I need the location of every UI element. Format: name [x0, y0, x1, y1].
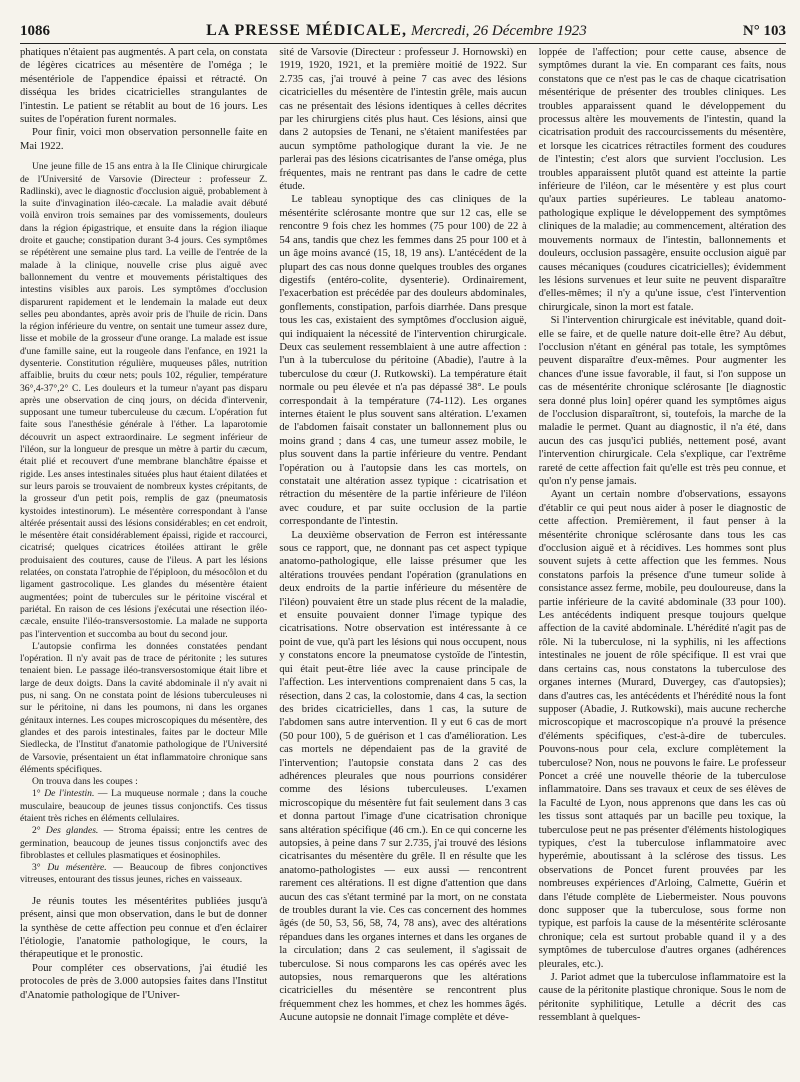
paragraph: phatiques n'étaient pas augmentés. A part cela, on constata de légères cicatrices au mésentère de l'oméga ; le mésentériole de l'appendice épaissi et rétracté. On disséqua les brides cicatricielles strangulantes de l'intestin. Le patient se rétablit au bout de 16 jours. Les suites de l'opération furent normales. [20, 47, 268, 126]
column-1 [20, 46, 267, 1078]
finding-term: Des glandes. [45, 825, 99, 837]
journal-masthead [206, 22, 587, 40]
paragraph: Je réunis toutes les mésentérites publiées jusqu'à présent, ainsi que mon observation, dans le but de donner la synthèse de cette affection peu connue et d'en éclairer l'étiologie, l'anatomie pathologique, le cours, la thérapeutique et le pronostic. [20, 895, 268, 961]
issue-number: N° 103 [742, 23, 786, 39]
text-columns [20, 46, 786, 1078]
finding-item [20, 825, 267, 862]
finding-text: — Stroma épaissi; entre les centres de germination, beaucoup de jeunes tissus conjonctifs avec des fibroblastes et cellules plasmatiques et éosinophiles. [20, 825, 268, 861]
paragraph: Le tableau synoptique des cas cliniques de la mésentérite sclérosante montre que sur 12 cas, elle se rencontre 9 fois chez les hommes (75 pour 100) de 22 à 54 ans, tandis que chez les femmes dans 25 pour 100 et à un âge moins avancé (15, 18, 19 ans). L'antécédent de la plupart des cas nous donne quelques troubles des organes digestifs (entéro-colite, dysenterie). Ordinairement, l'exacerbation est précédée par des douleurs abdominales, gonflements, constipation, parfois diarrhée. Dans presque tous les cas, existaient des symptômes d'occlusion aiguë, qui indiquaient la nécessité de l'intervention chirurgicale. Deux cas seulement ressemblaient à une autre affection : l'un à la tuberculose du péritoine (Abadie), l'autre à la tuberculose du cœur (J. Rutkowski). La température était normale ou peu élevée et n'a pas dépassé 38°. Le pouls correspondait à la température (74-112). Les organes internes étaient le plus souvent sans altération. L'examen de l'abdomen faisait constater un ballonnement plus ou moins grand ; dans 4 cas, une tumeur assez mobile, le plus souvent dans la partie inférieure du ventre. Pendant l'opération ou à l'autopsie dans les cas mortels, on constatait une altération assez typique : cicatrisation et rétraction du mésentère de la partie inférieure de l'iléon avec coudure, et par suite occlusion de la partie correspondante de l'intestin. [279, 194, 527, 528]
finding-number: 3° [32, 862, 41, 874]
observation-paragraph: On trouva dans les coupes : [32, 776, 138, 788]
finding-term: Du mésentère. [47, 862, 107, 874]
paragraph: Ayant un certain nombre d'observations, essayons d'établir ce qui peut nous aider à poser le diagnostic de cette affection. Premièrement, il faut penser à la mésentérite chronique sclérosante dans tous les cas d'occlusion aiguë et à récidives. Les hommes sont plus souvent sujets à cette affection que les femmes. Nous constatons parfois la présence d'une tumeur solide à consistance assez ferme, mobile, peu douloureuse, dans la partie inférieure de la cavité abdominale (33 pour 100). Les antécédents indiquent presque toujours quelque affection de la cavité abdominale. L'hérédité n'agit pas de rôle. Ni la tuberculose, ni la syphilis, ni les affections intestinales ne jouent de rôle spécifique. Il est vrai que dans certains cas, nous constatons la tuberculose des organes internes (Murard, Duvergey, cas d'autopsies); dans d'autres cas, les antécédents et l'hérédité nous la font supposer (Abadie, J. Rutkowski), mais aucune recherche microscopique et macroscopique n'a prouvé la présence d'éléments spécifiques, c'est-à-dire de tubercules. Pouvons-nous pour cela, exclure complètement la tuberculose? Non, nous ne pouvons le faire. Le professeur Poncet a créé une nouvelle théorie de la tuberculose inflammatoire. Dans ses travaux et ceux de ses élèves de la Faculté de Lyon, nous apprenons que dans les cas où les tissus sont attaqués par un bacille peu toxique, la tuberculose peut ne pas présenter d'éléments histologiques typiques, c'est la tuberculose inflammatoire avec hyperémie, aboutissant à la sclérose des tissus. Les observations de Poncet furent prouvées par les nombreuses expériences d'Arloing, Calmette, Guérin et dans l'étude complète de Liebermeister. Nous pouvons donc supposer que la tuberculose, sous forme non typique, est parfois la cause de la mésentérite sclérosante chronique; cela est surtout probable quand il y a des symptômes de tuberculose d'autres organes (adhérences pleurales, etc.). [538, 489, 786, 970]
finding-item [20, 788, 267, 825]
column-3 [539, 46, 786, 1078]
finding-item [20, 862, 267, 887]
journal-title: LA PRESSE MÉDICALE, [206, 22, 407, 39]
finding-text: — La muqueuse normale ; dans la couche musculaire, beaucoup de jeunes tissus conjonctifs. Ces tissus étaient très riches en éléments cellulaires. [20, 788, 268, 824]
finding-number: 1° [32, 788, 41, 800]
paragraph: La deuxième observation de Ferron est intéressante sous ce rapport, que, ne donnant pas cet aspect typique anatomo-pathologique, elle laisse présumer que les altérations trouvées pendant l'opération (granulations en deux endroits de la partie inférieure du mésentère de l'iléon) pouvaient être un stade plus récent de la maladie, et ensuite pouvaient donner l'image typique des cicatrisations. Notre observation est intéressante à ce point de vue, qu'à part les lésions qui nous occupent, nous y constatons encore la pneumatose cystoïde de l'intestin, qui était peut-être liée avec la cause principale de l'affection. Les interventions comprenaient dans 5 cas, la résection, dans 2 cas, la colostomie, dans 4 cas, la section des brides cicatricielles, dans 1 cas, la suture de l'abdomen sans autre intervention. Il y eut 6 cas de mort (50 pour 100), 5 de guérison et 1 cas d'amélioration. Les cas mortels ne dépendaient pas de la gravité de l'intervention; l'autopsie constata dans 2 cas des adhérences pleurales que nous pourrions considérer comme des lésions tuberculeuses. L'examen microscopique du mésentère fut fait seulement dans 3 cas et donna partout l'image d'une cicatrisation chronique sans altération spécifique (46 cm.). En ce qui concerne les autopsies, à peine dans 7 sur 2.735, j'ai trouvé des lésions cicatrisantes du mésentère du grêle. Il en résulte que les anatomo-pathologistes — eux aussi — rencontrent rarement ces altérations. Il est digne d'attention que dans aucun des cas s'étant terminé par la mort, on ne constata de troubles durant la vie. Ces cas concernent des hommes âgés (de 50, 53, 56, 58, 74, 78 ans), avec des altérations répandues dans les organes internes et dans les organes de la circulation; dans 2 cas seulement, il s'agissait de tuberculose. Si nous comparons les cas opérés avec les autopsies, nous remarquerons que les altérations cicatricielles du mésentère se rencontrent plus fréquemment chez les hommes, et chez les hommes âgés. Aucune autopsie ne donnait l'image complète et déve- [279, 529, 527, 1024]
finding-text: — Beaucoup de fibres conjonctives vitreuses, entourant des tissus jeunes, riches en vaisseaux. [20, 862, 268, 886]
paragraph: Pour finir, voici mon observation personnelle faite en Mai 1922. [20, 127, 268, 152]
page-number: 1086 [20, 23, 50, 39]
observation-paragraph: Une jeune fille de 15 ans entra à la IIe Clinique chirurgicale de l'Université de Varsovie (Directeur : professeur Z. Radlinski), avec le diagnostic d'occlusion aiguë, probablement à la suite d'invagination iléo-cæcale. La maladie avait débuté voilà environ trois semaines par des vomissements, douleurs dans la région épigastrique, et ensuite dans la région iliaque droite et gauche; constipation durant 3-4 jours. Ces symptômes se répétèrent une semaine plus tard. La veille de l'entrée de la malade à la clinique, nouvelle crise plus aiguë avec ballonnement du ventre et mouvements péristaltiques des intestins visibles aux parois. Les symptômes d'occlusion disparurent rapidement et le lendemain la malade eut deux selles peu abondantes, après avoir pris de l'huile de ricin. Dans la région inférieure du ventre, on sentait une tumeur assez dure, lisse et mobile de la grosseur d'une orange. La malade est issue d'une famille saine, eut la rougeole dans l'enfance, en 1921 la dysenterie. Constitution régulière, muqueuses pâles, nutrition affaiblie, bruits du cœur nets; pouls 102, régulier, température 36°,4-37°,2° C. Les douleurs et la tumeur n'ayant pas disparu après une observation de cinq jours, on décida d'intervenir, supposant une tumeur tuberculeuse du cæcum. L'opération fut faite sous l'anesthésie générale à l'éther. La laparotomie découvrit un aspect extraordinaire. Le segment inférieur de l'iléon, sur la longueur de presque un mètre à partir du cæcum, était plié et recouvert d'une membrane blanchâtre épaisse et rigide. Les anses intestinales situées plus haut étaient dilatées et sur leurs parois se trouvaient de nombreux kystes crépitants, de la grosseur d'un petit pois, remplis de gaz (pneumatosis kystoides intestinorum). Le mésentère correspondant à l'anse altérée présentait aussi des lésions considérables; en cet endroit, le mésentère était considérablement épaissi, rigide et raccourci, cicatrisé; quelques cicatrices étoilées attirant le grêle produisaient des coutures, cause de l'ileus. A part les lésions relatées, on constata l'atrophie de l'épiploon, du mésocôlon et du ligament gastrocolique. Les glandes du mésentère étaient augmentées; point de tubercules sur le péritoine viscéral et pariétal. En raison de ces lésions j'exécutai une résection iléo-cæcale, ensuite l'iléo-transversostomie. La malade ne supporta pas l'intervention et succomba au bout du second jour. [20, 161, 268, 640]
observation-paragraph: L'autopsie confirma les données constatées pendant l'opération. Il n'y avait pas de trace de péritonite ; les sutures tenaient bien. Le passage iléo-transversostomique était libre et large de deux doigts. Dans la cavité abdominale il n'y avait ni pus, ni sang. On ne constata point de lésions tuberculeuses ni sur le péritoine, ni dans les poumons, ni dans les organes génitaux internes. Les coupes microscopiques du mésentère, des glandes et des parois intestinales, faites par le docteur Mlle Siedlecka, de l'Institut d'anatomie pathologique de l'Université de Varsovie, présentaient un état inflammatoire chronique sans éléments spécifiques. [20, 640, 268, 775]
page-header [20, 14, 786, 44]
column-2 [279, 46, 526, 1078]
paragraph: loppée de l'affection; pour cette cause, absence de symptômes durant la vie. En comparant ces faits, nous constatons que ce n'est pas le cas de chaque cicatrisation mésentérique de présenter des troubles cliniques. Les troubles apparaissent quand le développement du processus altère les mouvements de l'intestin, quand la cicatrisation produit des raccourcissements du mésentère, et lorsque les cicatrices rétractiles forment des coudures de l'intestin; c'est alors que survient l'occlusion. Les troubles apparaissent plutôt quand est atteinte la partie inférieure de l'iléon, car le mésentère y est plus court qu'aux parties supérieures. Le tableau anatomo-pathologique explique le développement des symptômes cliniques de la maladie; au commencement, altération des mouvements normaux de l'intestin, ballonnements et douleurs, occlusion passagère, ensuite occlusion aiguë par causes mécaniques (coudures cicatricielles); évidemment les lésions survenues et leur suite ne peuvent disparaître d'elles-mêmes; il n'y a qu'une issue, c'est l'intervention chirurgicale, sinon la mort est fatale. [538, 47, 786, 313]
finding-number: 2° [32, 825, 41, 837]
finding-term: De l'intestin. [44, 788, 95, 800]
paragraph: sité de Varsovie (Directeur : professeur J. Hornowski) en 1919, 1920, 1921, et la première moitié de 1922. Sur 2.735 cas, j'ai trouvé à peine 7 cas avec des lésions cicatricielles du mésentère de l'intestin grêle, mais aucun cas ne présentait des lésions identiques à celles décrites par les chirurgiens cités plus haut. Ces lésions, ainsi que dans 2 autopsies de Tenani, ne s'étaient manifestées par aucun symptôme pathologique durant la vie. Je ne parlerai pas des lésions cicatrisantes de l'anse oméga, plus fréquentes, mais ne rentrant pas dans le cadre de cette étude. [279, 47, 527, 193]
case-observation [20, 161, 267, 887]
paragraph: J. Pariot admet que la tuberculose inflammatoire est la cause de la péritonite plastique chronique. Sous le nom de péritonite syphilitique, Letulle a décrit des cas ressemblant à quelques- [538, 972, 786, 1024]
paragraph: Si l'intervention chirurgicale est inévitable, quand doit-elle se faire, et de quelle nature doit-elle être? Au début, l'occlusion n'étant en général pas totale, les symptômes peuvent disparaître d'eux-mêmes. Pour augmenter les chances d'une issue favorable, il faut, si l'on suppose un cas de mésentérite chronique sclérosante [le diagnostic sera donné plus loin] opérer quand les symptômes aigus de l'occlusion disparaîtront, si, toutefois, la marche de la maladie le permet. Quant au diagnostic, il n'a été, dans aucun des cas jusqu'ici publiés, nettement posé, avant l'intervention chirurgicale. Cela s'explique, car l'extrême rareté de cette affection fait qu'elle est très peu connue, et qu'on n'y pense jamais. [538, 315, 786, 487]
issue-date: Mercredi, 26 Décembre 1923 [410, 23, 587, 39]
paragraph: Pour compléter ces observations, j'ai étudié les protocoles de près de 3.000 autopsies faites dans l'Institut d'Anatomie pathologique de l'Univer- [20, 962, 268, 1001]
